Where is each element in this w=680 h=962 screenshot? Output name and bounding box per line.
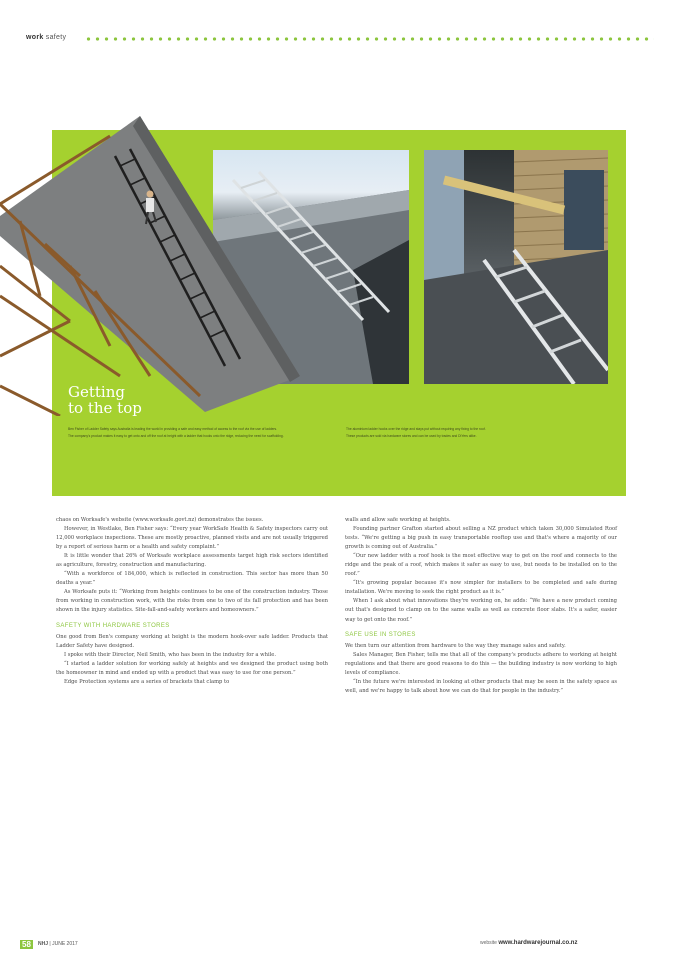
paragraph: “With a workforce of 184,000, which is reflected in construction. This sector has more than 50 deaths a year.”	[56, 571, 328, 587]
body-column-left	[56, 516, 328, 687]
paragraph: I spoke with their Director, Neil Smith, who has been in the industry for a while.	[64, 651, 276, 658]
paragraph: “I started a ladder solution for working safely at heights and we designed the product using both the homeowner in mind and ended up with a product that was easy to use for one person.”	[56, 660, 328, 676]
feature-title: Getting to the top	[68, 383, 142, 417]
paragraph: As Worksafe puts it: “Working from heights continues to be one of the construction industry. Those from working in construction work, with the risks from one to two of its fall protection and has been shown in the injury statistics. Site-fall-and-safety workers and homeowners.”	[56, 589, 328, 614]
paragraph: Founding partner Grafton started about selling a NZ product which taken 30,000 Simulated Roof tests. “We're getting a big push in easy transportable rooftop use and that's where a majority of our growth is coming out of Australia.”	[345, 526, 617, 551]
page-number: 58	[22, 940, 31, 949]
paragraph: It is little wonder that 26% of Worksafe workplace assessments target high risk sectors identified as agriculture, forestry, construction and manufacturing.	[56, 553, 328, 569]
paragraph: However, in Westlake, Ben Fisher says: “Every year WorkSafe Health & Safety inspectors carry out 12,000 workplace inspections. These are mostly proactive, planned visits and are not usually triggered by a report of serious harm or a health and safety complaint.”	[56, 526, 328, 551]
paragraph: walls and allow safe working at heights.	[345, 517, 451, 523]
caption-left: Ben Fisher of Ladder Safety says Australia is leading the world in providing a safe and easy method of access to the roof via the use of ladders. The company's product makes it easy to get onto and off the roof at height with a ladder that hooks onto the ridge, reducing the need for scaffolding.	[68, 427, 284, 438]
paragraph: When I ask about what innovations they're working on, he adds: “We have a new product coming out that's designed to clamp on to the same walls as well as concrete floor slabs. It's a safer, easier way to get onto the roof.”	[345, 598, 617, 623]
ladder-closeup-photo	[424, 150, 608, 384]
paragraph: One good from Ben's company working at height is the modern hook-over safe ladder. Products that Ladder Safety have designed.	[56, 633, 328, 649]
footer-website: website www.hardwarejournal.co.nz	[480, 940, 578, 946]
paragraph: “In the future we're interested in looking at other products that may be seen in the safety space as well, and we're happy to talk about how we can do that for people in the industry.”	[345, 678, 617, 694]
paragraph: “Our new ladder with a roof hook is the most effective way to get on the roof and connects to the ridge and the peak of a roof, which makes it safer as easy to use, but needs to be installed on to the roof.”	[345, 553, 617, 578]
website-link[interactable]: www.hardwarejournal.co.nz	[498, 940, 578, 946]
paragraph: Sales Manager, Ben Fisher, tells me that all of the company's products adhere to working at height regulations and that there are good reasons to do this — the building industry is now working to high levels of compliance.	[345, 651, 617, 676]
subheading: SAFETY WITH HARDWARE STORES	[56, 622, 170, 629]
paragraph: Edge Protection systems are a series of brackets that clamp to	[64, 678, 230, 685]
caption-right: The aluminium ladder hooks over the ridge and stays put without requiring any fixing to the roof. These products are sold via hardware stores and can be used by trades and DIYers alike.	[346, 427, 486, 438]
paragraph: “It's growing popular because it's now simpler for installers to be completed and safe during installation. We're moving to seek the right product as it is.”	[345, 580, 617, 596]
footer-magazine: NHJ | JUNE 2017	[38, 941, 78, 947]
body-column-right	[345, 516, 617, 696]
paragraph: chaos on Worksafe's website (www.worksafe.govt.nz) demonstrates the issues.	[56, 517, 264, 523]
header-dotted-rule	[84, 36, 654, 42]
paragraph: We then turn our attention from hardware to the way they manage sales and safety.	[345, 642, 566, 649]
section-label: work safety	[26, 34, 67, 41]
roof-truss-illustration	[0, 116, 300, 416]
subheading: SAFE USE IN STORES	[345, 631, 416, 638]
